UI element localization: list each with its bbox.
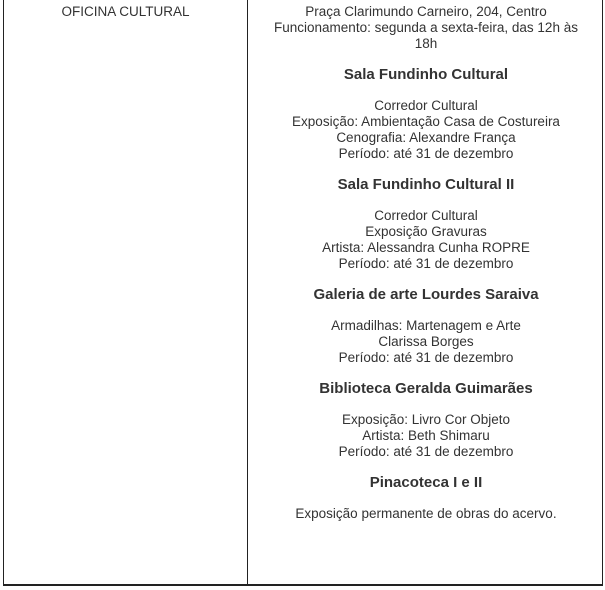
column-divider [247, 0, 248, 584]
section-galeria-lourdes-saraiva [256, 286, 596, 366]
section-sala-fundinho-ii [256, 176, 596, 272]
venue-name: OFICINA CULTURAL [61, 4, 190, 19]
section-line: Exposição permanente de obras do acervo. [295, 506, 557, 521]
section-line: Artista: Alessandra Cunha ROPRE [322, 240, 530, 255]
section-title: Sala Fundinho Cultural [343, 66, 509, 83]
section-line: Período: até 31 de dezembro [338, 256, 514, 271]
section-line: Armadilhas: Martenagem e Arte [331, 318, 521, 333]
section-line: Corredor Cultural [374, 98, 478, 113]
section-line: Exposição: Ambientação Casa de Costureira [292, 114, 560, 129]
section-pinacoteca [256, 474, 596, 522]
section-line: Período: até 31 de dezembro [338, 444, 514, 459]
section-line: Exposição Gravuras [365, 224, 487, 239]
events-table [3, 0, 603, 586]
venue-hours-line1: Funcionamento: segunda a sexta-feira, das 12h às [274, 20, 578, 35]
section-line: Exposição: Livro Cor Objeto [341, 412, 511, 427]
section-line: Artista: Beth Shimaru [362, 428, 490, 443]
section-title: Pinacoteca I e II [369, 474, 483, 491]
venue-name-cell [4, 4, 247, 20]
venue-hours-line2: 18h [414, 36, 438, 51]
section-biblioteca-geralda-guimaraes [256, 380, 596, 460]
section-title: Sala Fundinho Cultural II [337, 176, 515, 193]
section-sala-fundinho [256, 66, 596, 162]
section-line: Período: até 31 de dezembro [338, 350, 514, 365]
section-line: Clarissa Borges [378, 334, 474, 349]
venue-address: Praça Clarimundo Carneiro, 204, Centro [305, 4, 547, 19]
section-title: Biblioteca Geralda Guimarães [319, 380, 533, 397]
section-line: Período: até 31 de dezembro [338, 146, 514, 161]
section-line: Cenografia: Alexandre França [336, 130, 516, 145]
section-title: Galeria de arte Lourdes Saraiva [313, 286, 539, 303]
section-line: Corredor Cultural [374, 208, 478, 223]
venue-details-cell [256, 4, 596, 522]
